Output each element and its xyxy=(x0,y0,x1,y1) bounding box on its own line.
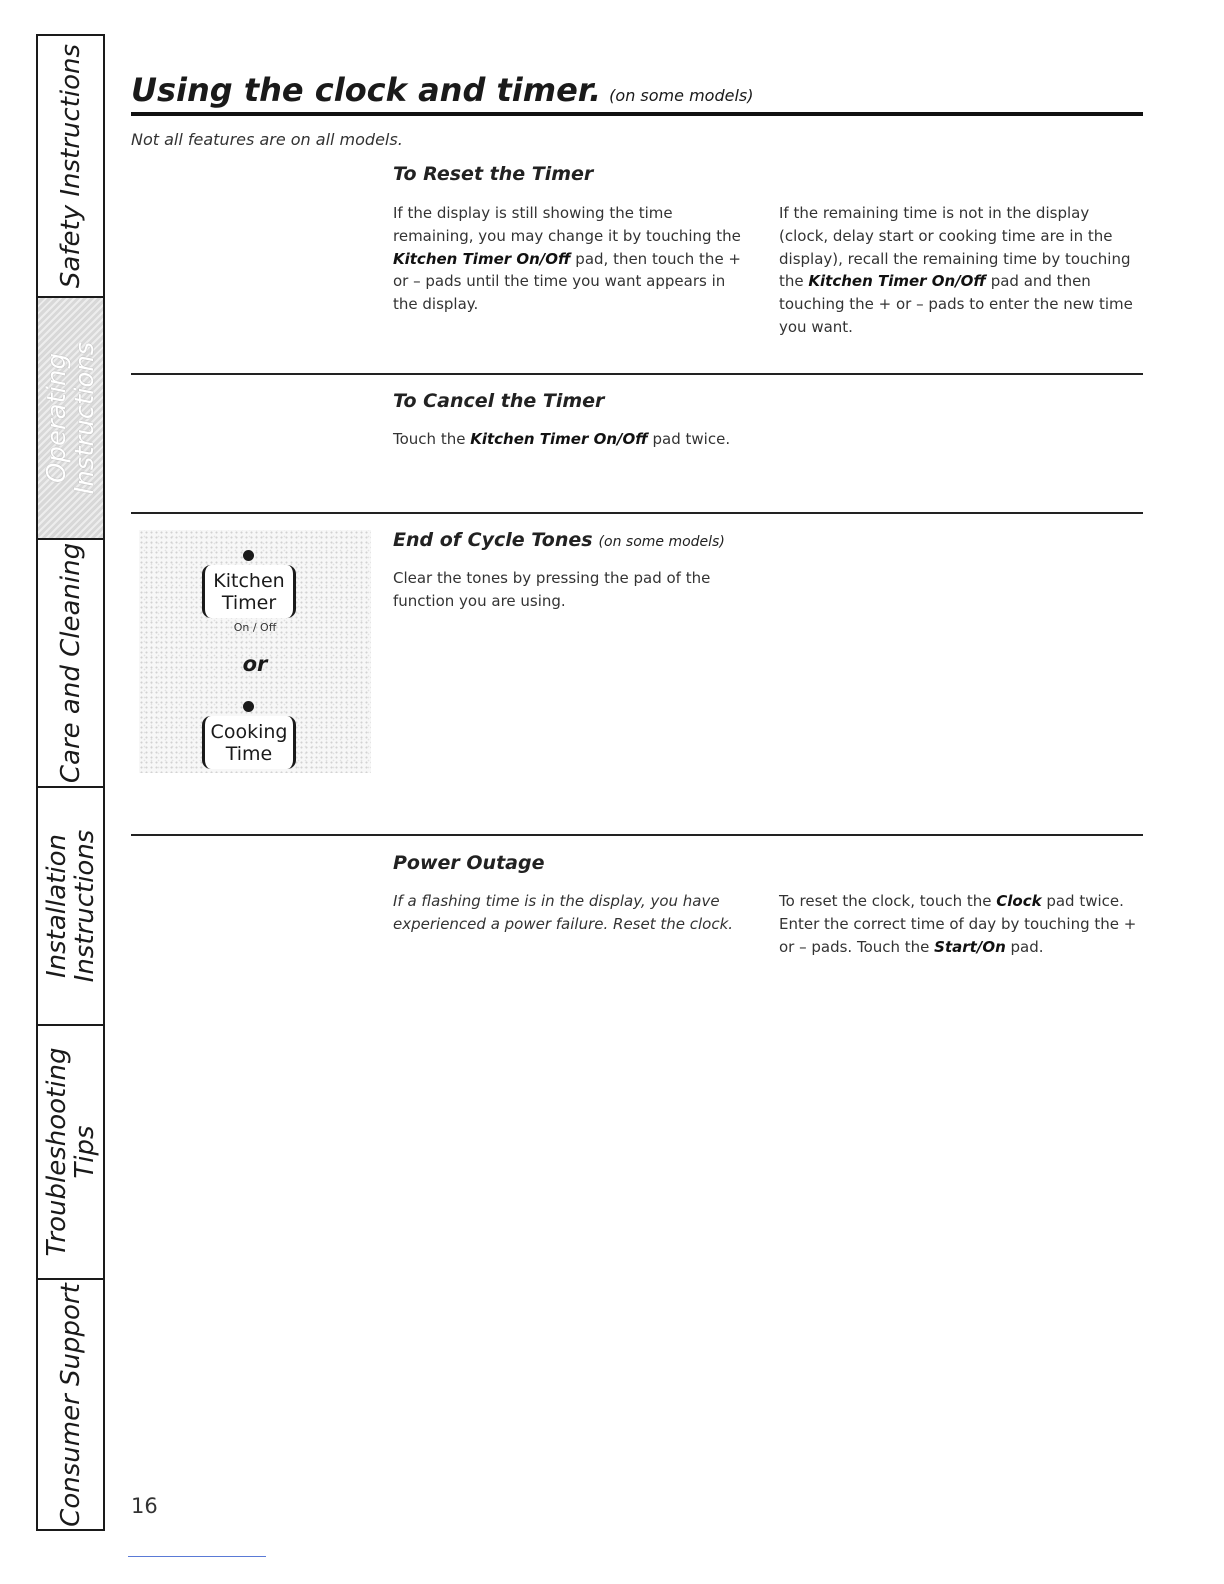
or-label: or xyxy=(242,652,268,676)
page-number: 16 xyxy=(131,1494,158,1518)
footer-link-underline xyxy=(128,1556,266,1557)
section-divider xyxy=(131,834,1143,836)
reset-timer-right-text: If the remaining time is not in the display (clock, delay start or cooking time are in the display), recall the remaining time by touching the Kitchen Timer On/Off pad and then touching the + or – pads to enter the new time you want. xyxy=(779,204,1133,336)
section-divider xyxy=(131,512,1143,514)
page-title-text: Using the clock and timer. xyxy=(131,71,602,109)
reset-timer-heading: To Reset the Timer xyxy=(393,163,594,185)
tab-label: Safety Instructions xyxy=(55,43,86,289)
power-outage-left-text: If a flashing time is in the display, you have experienced a power failure. Reset the clock. xyxy=(393,892,734,933)
page-title-note: (on some models) xyxy=(609,86,754,105)
kitchen-timer-pad: Kitchen Timer xyxy=(202,565,296,618)
tab-troubleshooting-tips[interactable] xyxy=(38,1026,103,1280)
tab-care-and-cleaning[interactable] xyxy=(38,540,103,788)
indicator-light xyxy=(243,701,254,712)
indicator-light xyxy=(243,550,254,561)
tab-installation-instructions[interactable] xyxy=(38,788,103,1026)
tab-label: Care and Cleaning xyxy=(55,542,86,784)
cooking-time-pad: Cooking Time xyxy=(202,716,296,769)
tab-label: Installation Instructions xyxy=(41,829,100,983)
section-divider xyxy=(131,373,1143,375)
tab-label: Troubleshooting Tips xyxy=(41,1047,100,1257)
page-title xyxy=(131,68,753,118)
power-outage-heading: Power Outage xyxy=(393,852,545,874)
section-tab-bar xyxy=(36,34,105,1531)
cancel-timer-heading: To Cancel the Timer xyxy=(393,390,605,412)
title-bar xyxy=(131,68,1143,116)
tab-label: Operating Instructions xyxy=(41,341,100,495)
on-off-label: On / Off xyxy=(233,621,277,634)
control-panel-illustration xyxy=(139,530,371,773)
tab-safety-instructions[interactable] xyxy=(38,36,103,298)
end-of-cycle-heading: End of Cycle Tones (on some models) xyxy=(393,529,725,551)
tab-consumer-support[interactable] xyxy=(38,1280,103,1529)
reset-timer-left-text: If the display is still showing the time remaining, you may change it by touching the Kitchen Timer On/Off pad, then touch the + or – pads until the time you want appears in the display. xyxy=(393,204,742,314)
tab-label: Consumer Support xyxy=(55,1282,86,1527)
power-outage-right-text: To reset the clock, touch the Clock pad twice. Enter the correct time of day by touching the + or – pads. Touch the Start/On pad. xyxy=(779,892,1137,956)
end-of-cycle-text: Clear the tones by pressing the pad of the function you are using. xyxy=(393,569,711,610)
features-notice: Not all features are on all models. xyxy=(131,130,403,149)
cancel-timer-text: Touch the Kitchen Timer On/Off pad twice. xyxy=(393,430,731,448)
tab-operating-instructions[interactable] xyxy=(38,298,103,540)
